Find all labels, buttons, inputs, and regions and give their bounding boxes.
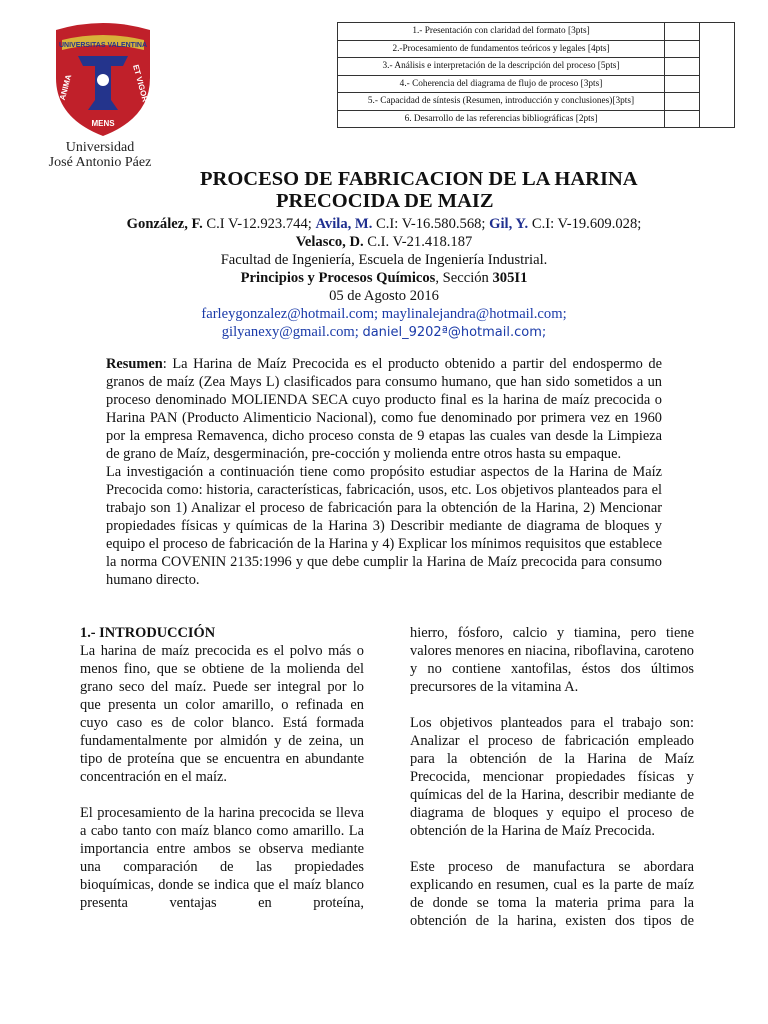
authors-line xyxy=(60,215,708,233)
rubric-row xyxy=(338,58,735,76)
logo-university-name xyxy=(32,140,168,170)
author-ci: C.I V-12.923.744; xyxy=(202,216,316,232)
left-column xyxy=(80,624,364,930)
author-name: Avila, M. xyxy=(315,216,373,232)
course-section: 305I1 xyxy=(492,270,528,286)
rubric-criterion: 4.- Coherencia del diagrama de flujo de proceso [3pts] xyxy=(338,75,665,93)
email-separator: ; xyxy=(354,324,363,340)
rubric-criterion: 5.- Capacidad de síntesis (Resumen, introducción y conclusiones)[3pts] xyxy=(338,93,665,111)
email-link[interactable]: gilyanexy@gmail.com xyxy=(221,324,355,340)
rubric-score-cell xyxy=(665,58,700,76)
rubric-criterion: 1.- Presentación con claridad del formato [3pts] xyxy=(338,23,665,41)
rubric-score-cell xyxy=(665,40,700,58)
paper-date: 05 de Agosto 2016 xyxy=(329,288,439,304)
author-name: Gil, Y. xyxy=(489,216,529,232)
rubric-row xyxy=(338,110,735,128)
intro-paragraph-1: La harina de maíz precocida es el polvo más o menos fino, que se obtiene de la molienda del grano seco del maíz. Puede ser integral por lo que presenta un color amarillo, o refinada en cuyo caso es de color blanco. Está formada fundamentalmente por almidón y de zeina, un tipo de proteína que se encuentra en abundante concentración en el maíz. xyxy=(80,643,364,785)
paper-title xyxy=(200,168,660,212)
logo-university-line2: José Antonio Páez xyxy=(48,155,152,170)
email-link[interactable]: maylinalejandra@hotmail.com xyxy=(381,306,563,322)
logo-university-line1: Universidad xyxy=(65,140,135,155)
title-line1: PROCESO DE FABRICACION DE LA HARINA xyxy=(200,168,638,190)
course-line xyxy=(60,269,708,287)
intro-paragraph-2: El procesamiento de la harina precocida se lleva a cabo tanto con maíz blanco como amarillo. La importancia entre ambos se observa mediante una comparación de las propiedades bioquímicas, donde se indica que el maíz blanco presenta ventajas en proteína, xyxy=(80,805,364,911)
rubric-score-cell xyxy=(665,75,700,93)
rubric-table xyxy=(337,22,735,128)
authors-line-2 xyxy=(60,233,708,251)
logo-emblem-dot xyxy=(97,74,109,86)
abstract-paragraph-2: La investigación a continuación tiene como propósito estudiar aspectos de la Harina de Maíz Precocida como: historia, características, fabricación, usos, etc. Los objetivos planteados para el trabajo son 1) Analizar el proceso de fabricación para la obtención de la Harina, 2) Mencionar propiedades físicas y químicas de la Harina 3) Describir mediante de diagrama de bloques y equipo el proceso de fabricación de la Harina y 4) Explicar los mínimos requisitos que establece la norma COVENIN 2135:1996 y que debe cumplir la Harina de Maíz precocida para consumo humano directo. xyxy=(106,464,662,588)
rubric-criterion: 3.- Análisis e interpretación de la descripción del proceso [5pts] xyxy=(338,58,665,76)
course-section-label: , Sección xyxy=(435,270,493,286)
rubric-criterion: 6. Desarrollo de las referencias bibliográficas [2pts] xyxy=(338,110,665,128)
rubric-score-cell xyxy=(665,93,700,111)
email-separator: ; xyxy=(541,325,547,340)
author-ci: C.I: V-19.609.028; xyxy=(528,216,642,232)
email-link[interactable]: daniel_9202ª@hotmail.com xyxy=(362,325,542,340)
email-separator: ; xyxy=(374,306,382,322)
rubric-total-cell xyxy=(700,23,735,128)
course-name: Principios y Procesos Químicos xyxy=(240,270,436,286)
title-line2: PRECOCIDA DE MAIZ xyxy=(276,190,494,212)
right-column xyxy=(410,624,694,948)
author-name: Velasco, D. xyxy=(295,234,364,250)
email-separator: ; xyxy=(562,306,567,322)
logo-bottom-text: MENS xyxy=(91,119,115,128)
email-link[interactable]: farleygonzalez@hotmail.com xyxy=(201,306,375,322)
university-logo xyxy=(18,18,168,168)
abstract-text: : La Harina de Maíz Precocida es el producto obtenido a partir del endospermo de granos de maíz (Zea Mays L) clasificados para consumo humano, que han sido sometidos a un proceso denominado MOLIENDA SECA cuyo producto final es la harina de maíz precocida o Harina PAN (Producto Alimenticio Nacional), como fue denominado por primera vez en 1960 por la empresa Remavenca, dicho proceso consta de 9 etapas las cuales van desde la Limpieza de grano de Maíz, desgerminación, pre-cocción y molienda entre otros hasta su empaque. xyxy=(106,356,662,462)
intro-paragraph-3: hierro, fósforo, calcio y tiamina, pero tiene valores menores en niacina, riboflavina, caroteno y no contiene xantofilas, éstos dos últimos precursores de la vitamina A. xyxy=(410,625,694,695)
rubric-score-cell xyxy=(665,110,700,128)
intro-paragraph-5: Este proceso de manufactura se abordara explicando en resumen, cual es la parte de maíz de donde se toma la materia prima para la obtención de la harina, existen dos tipos de xyxy=(410,859,694,929)
rubric-score-cell xyxy=(665,23,700,41)
author-name: González, F. xyxy=(126,216,203,232)
rubric-row xyxy=(338,75,735,93)
rubric-criterion: 2.-Procesamiento de fundamentos teóricos y legales [4pts] xyxy=(338,40,665,58)
rubric-row xyxy=(338,93,735,111)
abstract xyxy=(106,355,662,589)
emails-line-1 xyxy=(60,305,708,323)
rubric-row xyxy=(338,23,735,41)
logo-left-text: ANIMA xyxy=(57,73,74,102)
rubric-row xyxy=(338,40,735,58)
intro-paragraph-4: Los objetivos planteados para el trabajo son: Analizar el proceso de fabricación empleado para la obtención de la Harina de Maíz Precocida, mencionar propiedades físicas y químicas del de la Harina, describir mediante de diagrama de bloques y equipo el proceso de obtención de la Harina de Maíz Precocida. xyxy=(410,715,694,839)
logo-crest-icon xyxy=(18,18,168,143)
section-heading: 1.- INTRODUCCIÓN xyxy=(80,625,216,641)
author-ci: C.I. V-21.418.187 xyxy=(363,234,473,250)
abstract-label: Resumen xyxy=(106,356,163,372)
abstract-paragraph-1 xyxy=(106,355,662,463)
logo-banner-text: UNIVERSITAS VALENTINA xyxy=(58,42,148,49)
emails-line-2 xyxy=(60,323,708,342)
author-ci: C.I: V-16.580.568; xyxy=(372,216,490,232)
affiliation: Facultad de Ingeniería, Escuela de Ingeniería Industrial. xyxy=(220,252,548,268)
logo-right-text: ET VIGOR xyxy=(131,63,150,103)
